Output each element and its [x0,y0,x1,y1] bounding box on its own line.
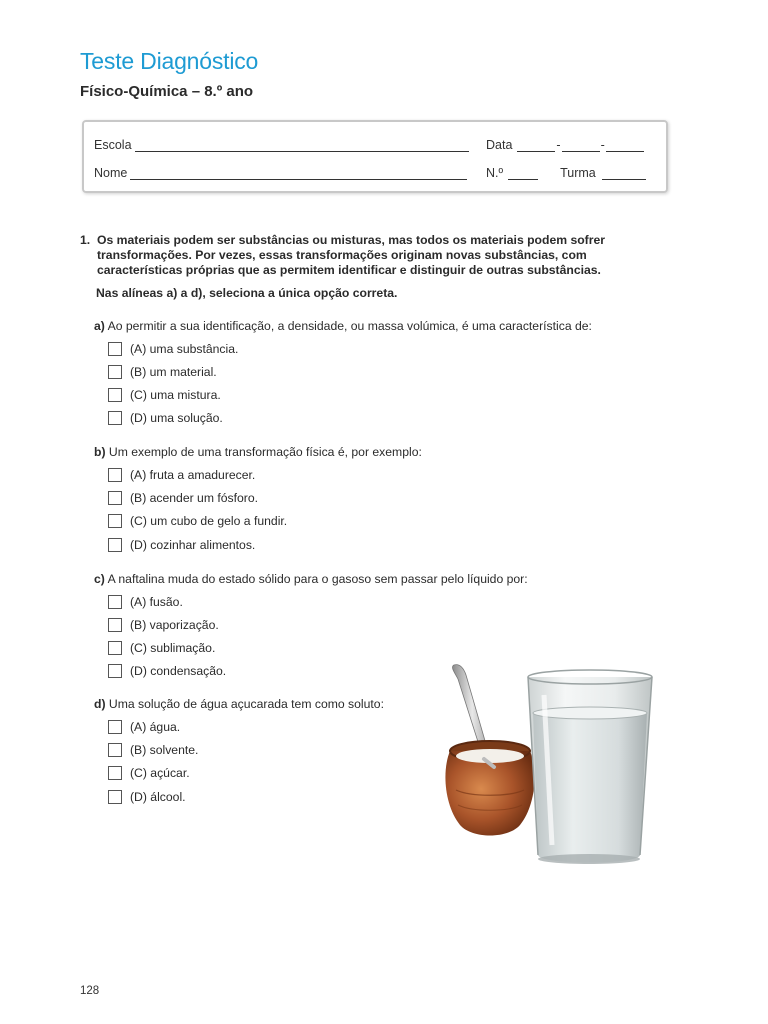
checkbox[interactable] [108,595,122,609]
option-d-D[interactable] [108,790,186,804]
option-b-A[interactable] [108,468,255,482]
option-label: (B) solvente. [130,743,199,757]
option-b-D[interactable] [108,538,255,552]
student-info-box [82,120,668,193]
subquestion-text: Ao permitir a sua identificação, a densidade, ou massa volúmica, é uma característica de: [107,319,592,333]
date-separator: - [600,138,605,152]
instruction-text: Nas alíneas a) a d), seleciona a única opção correta. [96,286,398,300]
option-label: (D) álcool. [130,790,186,804]
checkbox[interactable] [108,790,122,804]
checkbox[interactable] [108,538,122,552]
option-c-A[interactable] [108,595,183,609]
checkbox[interactable] [108,664,122,678]
option-label: (D) condensação. [130,664,227,678]
option-a-B[interactable] [108,365,217,379]
checkbox[interactable] [108,342,122,356]
option-label: (A) uma substância. [130,342,239,356]
subquestion-text: A naftalina muda do estado sólido para o gasoso sem passar pelo líquido por: [107,572,528,586]
subquestion-a [94,319,592,333]
class-label: Turma [560,166,596,180]
class-field[interactable] [602,167,646,180]
option-d-B[interactable] [108,743,198,757]
page-title: Teste Diagnóstico [80,48,259,74]
school-label: Escola [94,138,132,152]
checkbox[interactable] [108,766,122,780]
checkbox[interactable] [108,514,122,528]
date-label: Data [486,138,513,152]
subquestion-d [94,697,384,711]
option-b-B[interactable] [108,491,258,505]
checkbox[interactable] [108,720,122,734]
date-day-field[interactable] [517,139,555,152]
option-c-B[interactable] [108,618,219,632]
option-d-C[interactable] [108,766,190,780]
number-field[interactable] [508,167,538,180]
date-row [486,138,644,152]
date-month-field[interactable] [562,139,600,152]
subquestion-letter: c) [94,572,105,586]
question-text-line: Os materiais podem ser substâncias ou misturas, mas todos os materiais podem sofrer [97,233,605,247]
checkbox[interactable] [108,365,122,379]
checkbox[interactable] [108,388,122,402]
date-separator: - [556,138,561,152]
subquestion-letter: b) [94,445,106,459]
subquestion-letter: d) [94,697,106,711]
option-label: (C) sublimação. [130,641,216,655]
option-label: (C) açúcar. [130,766,190,780]
subquestion-letter: a) [94,319,105,333]
subquestion-text: Um exemplo de uma transformação física é, por exemplo: [108,445,422,459]
sugar-pot-and-water-glass-icon [440,655,665,880]
number-row [486,166,646,180]
option-label: (B) vaporização. [130,618,219,632]
option-label: (B) acender um fósforo. [130,491,259,505]
option-label: (D) cozinhar alimentos. [130,538,256,552]
question-text-line: transformações. Por vezes, essas transformações originam novas substâncias, com [97,248,587,262]
question-text-line: características próprias que as permitem identificar e distinguir de outras substâncias. [97,263,601,277]
option-a-D[interactable] [108,411,223,425]
option-d-A[interactable] [108,720,180,734]
option-label: (A) fusão. [130,595,183,609]
number-label: N.º [486,166,504,180]
school-row [94,138,469,152]
option-label: (C) um cubo de gelo a fundir. [130,514,288,528]
subquestion-b [94,445,422,459]
option-c-D[interactable] [108,664,226,678]
option-label: (C) uma mistura. [130,388,221,402]
question-number: 1. [80,233,91,247]
checkbox[interactable] [108,618,122,632]
name-field[interactable] [130,167,467,180]
checkbox[interactable] [108,743,122,757]
school-field[interactable] [135,139,469,152]
question-1 [80,233,640,278]
checkbox[interactable] [108,491,122,505]
option-label: (D) uma solução. [130,411,223,425]
subquestion-c [94,572,528,586]
subquestion-text: Uma solução de água açucarada tem como soluto: [108,697,384,711]
page-subtitle: Físico-Química – 8.º ano [80,83,254,100]
name-label: Nome [94,166,128,180]
option-label: (A) fruta a amadurecer. [130,468,256,482]
option-a-C[interactable] [108,388,221,402]
name-row [94,166,467,180]
checkbox[interactable] [108,411,122,425]
checkbox[interactable] [108,641,122,655]
checkbox[interactable] [108,468,122,482]
option-label: (B) um material. [130,365,217,379]
option-label: (A) água. [130,720,181,734]
date-year-field[interactable] [606,139,644,152]
option-a-A[interactable] [108,342,238,356]
page-number: 128 [80,985,100,997]
option-c-C[interactable] [108,641,215,655]
option-b-C[interactable] [108,514,287,528]
